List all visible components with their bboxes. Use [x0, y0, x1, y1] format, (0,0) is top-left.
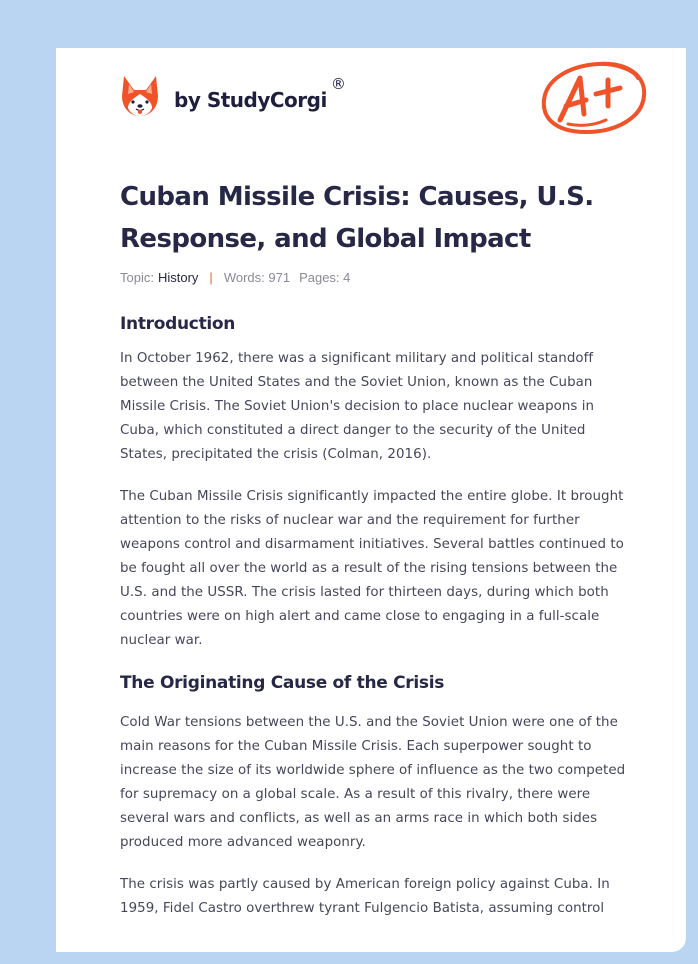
- page-title: Cuban Missile Crisis: Causes, U.S. Response, and Global Impact: [120, 182, 594, 254]
- page-count: Pages: 4: [299, 270, 351, 285]
- registered-mark: ®: [330, 75, 346, 93]
- paragraph: The crisis was partly caused by American foreign policy against Cuba. In 1959, Fidel Castro overthrew tyrant Fulgencio Batista, assuming control: [120, 877, 610, 916]
- brand-header: [120, 74, 346, 118]
- topic-link[interactable]: History: [157, 270, 199, 285]
- brand-name: by StudyCorgi: [174, 88, 327, 112]
- meta-separator: |: [209, 270, 213, 285]
- section-heading-introduction: Introduction: [120, 314, 236, 334]
- document-meta: [120, 270, 630, 285]
- paragraph: In October 1962, there was a significant military and political standoff between the United States and the Soviet Union, known as the Cuban Missile Crisis. The Soviet Union's decision to place nuclear weapons in Cuba, which constituted a direct danger to the security of the United States, precipitated the crisis (Colman, 2016).: [120, 351, 595, 462]
- a-plus-grade-icon: [538, 58, 650, 140]
- section-heading-originating-cause: The Originating Cause of the Crisis: [120, 673, 445, 693]
- document-content: [120, 176, 630, 921]
- corgi-logo-icon: [120, 74, 160, 118]
- word-count: Words: 971: [223, 270, 291, 285]
- paragraph: The Cuban Missile Crisis significantly impacted the entire globe. It brought attention to the risks of nuclear war and the requirement for further weapons control and disarmament initiatives. Several battles continued to be fought all over the world as a result of the rising tensions between the U.S. and the USSR. The crisis lasted for thirteen days, during which both countries were on high alert and came close to engaging in a full-scale nuclear war.: [120, 489, 624, 648]
- topic-label: Topic:: [120, 270, 154, 285]
- paragraph: Cold War tensions between the U.S. and the Soviet Union were one of the main reasons for the Cuban Missile Crisis. Each superpower sought to increase the size of its worldwide sphere of influence as the two competed for supremacy on a global scale. As a result of this rivalry, there were several wars and conflicts, as well as an arms race in which both sides produced more advanced weaponry.: [120, 715, 626, 850]
- document-card: [56, 48, 686, 952]
